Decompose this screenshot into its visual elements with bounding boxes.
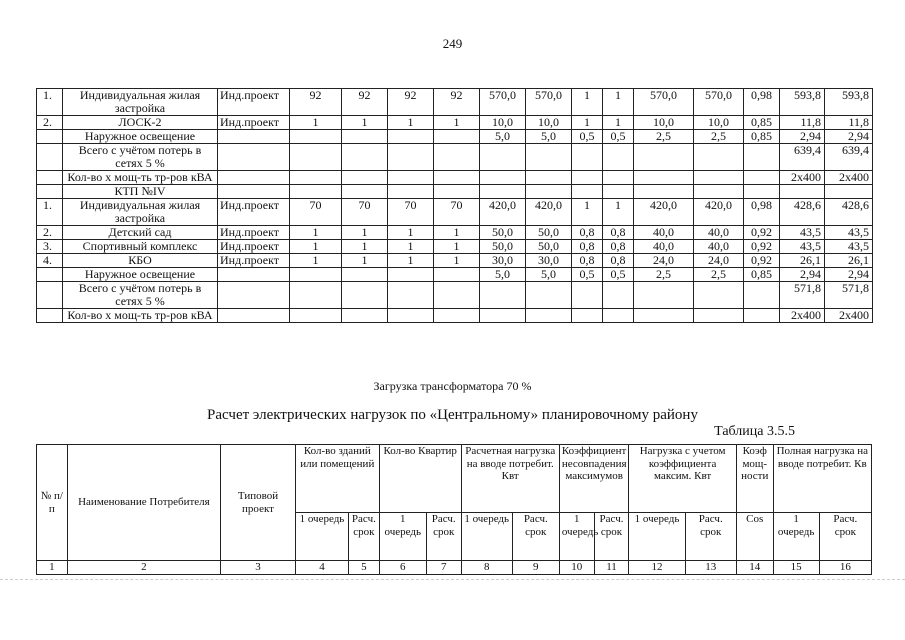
table-cell: 26,1 (825, 254, 873, 268)
table-cell: 2. (37, 226, 63, 240)
table-cell: 0,85 (744, 268, 780, 282)
table-cell (526, 144, 572, 171)
table-cell (218, 185, 290, 199)
column-index-cell: 1 (37, 561, 68, 575)
table-cell: 593,8 (780, 89, 825, 116)
table-cell (825, 185, 873, 199)
table-row (37, 282, 873, 309)
table-cell: 43,5 (780, 226, 825, 240)
table-cell (526, 309, 572, 323)
table-cell: 0,98 (744, 89, 780, 116)
table-row (37, 254, 873, 268)
table-cell: 571,8 (825, 282, 873, 309)
table-cell: 420,0 (480, 199, 526, 226)
table-cell (694, 171, 744, 185)
table-cell: 1 (290, 254, 342, 268)
table-cell (434, 171, 480, 185)
table-cell: 1 (434, 254, 480, 268)
column-index-cell: 15 (773, 561, 819, 575)
table-cell (342, 185, 388, 199)
header-power-factor: Коэф мощ-ности (736, 445, 773, 513)
table-cell: 70 (290, 199, 342, 226)
column-index-cell: 7 (426, 561, 461, 575)
table-cell (388, 185, 434, 199)
sub-queue1: 1 очередь (559, 513, 594, 561)
table-cell: 0,85 (744, 116, 780, 130)
table-cell: 0,5 (603, 130, 634, 144)
table-cell: 24,0 (634, 254, 694, 268)
table-cell: 92 (388, 89, 434, 116)
table-cell: 1 (388, 254, 434, 268)
column-index-cell: 14 (736, 561, 773, 575)
table-cell: 92 (342, 89, 388, 116)
table-cell: 0,92 (744, 226, 780, 240)
table-cell: Инд.проект (218, 226, 290, 240)
transformer-load-note: Загрузка трансформатора 70 % (373, 379, 532, 393)
sub-queue1: 1 очередь (629, 513, 685, 561)
table-cell: 40,0 (694, 226, 744, 240)
table-cell: 2,94 (780, 130, 825, 144)
table-cell: 2х400 (825, 171, 873, 185)
table-cell (694, 282, 744, 309)
table-cell (342, 268, 388, 282)
table-cell: 92 (290, 89, 342, 116)
table-cell: 1 (603, 199, 634, 226)
table-cell: 10,0 (694, 116, 744, 130)
table-cell: 2,94 (825, 268, 873, 282)
table-cell (37, 130, 63, 144)
table-cell: 10,0 (634, 116, 694, 130)
table-cell (603, 282, 634, 309)
table-cell: 2,5 (634, 130, 694, 144)
table-cell (480, 171, 526, 185)
table-cell: 1 (572, 116, 603, 130)
sub-calc-term: Расч. срок (819, 513, 871, 561)
table-cell: 1 (603, 116, 634, 130)
table-cell (634, 309, 694, 323)
table-cell: 1 (388, 240, 434, 254)
table-row (37, 144, 873, 171)
table-cell: Детский сад (63, 226, 218, 240)
table-cell (218, 130, 290, 144)
table-cell: 10,0 (526, 116, 572, 130)
table-cell: 1 (388, 226, 434, 240)
column-index-cell: 6 (379, 561, 426, 575)
header-number: № п/п (37, 445, 68, 561)
table-cell (434, 144, 480, 171)
table-cell: 2,5 (634, 268, 694, 282)
table-cell: 1 (388, 116, 434, 130)
load-table-continued (36, 88, 873, 323)
sub-queue1: 1 очередь (773, 513, 819, 561)
table-cell (342, 130, 388, 144)
table-row (37, 171, 873, 185)
table-cell (572, 185, 603, 199)
table-cell: 1. (37, 89, 63, 116)
table-cell (218, 282, 290, 309)
table-cell: 2,94 (825, 130, 873, 144)
table-cell: Всего с учётом потерь в сетях 5 % (63, 144, 218, 171)
table-cell: 5,0 (480, 130, 526, 144)
table-cell (388, 309, 434, 323)
table-cell (434, 309, 480, 323)
table-cell: 70 (388, 199, 434, 226)
table-cell: 0,5 (572, 130, 603, 144)
table-cell (290, 282, 342, 309)
table-cell: 0,92 (744, 240, 780, 254)
table-cell (694, 309, 744, 323)
table-cell (37, 268, 63, 282)
table-cell (37, 144, 63, 171)
table-cell (434, 268, 480, 282)
header-consumer-name: Наименование Потребителя (67, 445, 220, 561)
table-cell: 570,0 (526, 89, 572, 116)
table-cell: Инд.проект (218, 199, 290, 226)
table-cell: 92 (434, 89, 480, 116)
table-row (37, 130, 873, 144)
column-index-cell: 16 (819, 561, 871, 575)
table-cell (480, 185, 526, 199)
table-cell: 0,98 (744, 199, 780, 226)
header-buildings-count: Кол-во зданий или помещений (295, 445, 379, 513)
table-cell: Инд.проект (218, 254, 290, 268)
table-cell (342, 171, 388, 185)
table-cell: 0,8 (603, 254, 634, 268)
table-cell: 570,0 (480, 89, 526, 116)
sub-cos: Cos (736, 513, 773, 561)
table-cell: 10,0 (480, 116, 526, 130)
table-cell (744, 171, 780, 185)
column-index-cell: 11 (594, 561, 629, 575)
table-cell: 50,0 (480, 226, 526, 240)
column-index-cell: 4 (295, 561, 348, 575)
table-cell: 70 (342, 199, 388, 226)
table-cell (780, 185, 825, 199)
table-cell (218, 268, 290, 282)
table-cell: 0,8 (572, 226, 603, 240)
table-cell: 30,0 (526, 254, 572, 268)
table-cell (37, 282, 63, 309)
table-cell: 40,0 (634, 240, 694, 254)
table-cell: 2. (37, 116, 63, 130)
table-cell (290, 171, 342, 185)
page-edge-divider (0, 579, 905, 580)
table-cell (342, 282, 388, 309)
sub-calc-term: Расч. срок (594, 513, 629, 561)
page-number: 249 (442, 36, 463, 51)
table-cell: 11,8 (780, 116, 825, 130)
table-row (37, 240, 873, 254)
header-full-load: Полная нагрузка на вводе потребит. Кв (773, 445, 871, 513)
table-cell: 0,5 (603, 268, 634, 282)
table-cell (744, 309, 780, 323)
table-cell: 2,5 (694, 130, 744, 144)
table-cell: 11,8 (825, 116, 873, 130)
table-cell (388, 144, 434, 171)
table-cell: 4. (37, 254, 63, 268)
table-cell: 50,0 (480, 240, 526, 254)
table-cell: 1 (342, 254, 388, 268)
column-index-cell: 13 (685, 561, 736, 575)
table-cell: 43,5 (825, 226, 873, 240)
table-cell (290, 309, 342, 323)
table-cell: Кол-во х мощ-ть тр-ров кВА (63, 309, 218, 323)
table-cell (634, 185, 694, 199)
table-cell: 420,0 (526, 199, 572, 226)
table-cell: 50,0 (526, 240, 572, 254)
table-cell: 571,8 (780, 282, 825, 309)
table-row (37, 309, 873, 323)
table-cell (572, 309, 603, 323)
table-cell: 0,85 (744, 130, 780, 144)
table-row (37, 226, 873, 240)
table-row (37, 116, 873, 130)
table-cell: 5,0 (526, 130, 572, 144)
table-cell (37, 171, 63, 185)
table-cell: 570,0 (634, 89, 694, 116)
table-cell (480, 144, 526, 171)
table-cell (744, 282, 780, 309)
table-cell (603, 185, 634, 199)
table-cell: 1 (290, 116, 342, 130)
table-cell (572, 144, 603, 171)
table-cell: 639,4 (780, 144, 825, 171)
table-cell: 1 (290, 240, 342, 254)
table-cell (480, 282, 526, 309)
table-cell: 639,4 (825, 144, 873, 171)
table-cell: 40,0 (694, 240, 744, 254)
table-cell: Инд.проект (218, 116, 290, 130)
sub-queue1: 1 очередь (295, 513, 348, 561)
table-cell: 2,5 (694, 268, 744, 282)
column-index-cell: 3 (221, 561, 296, 575)
table-cell (290, 144, 342, 171)
sub-calc-term: Расч. срок (426, 513, 461, 561)
table-cell: 420,0 (694, 199, 744, 226)
sub-queue1: 1 очередь (461, 513, 512, 561)
table-cell: 3. (37, 240, 63, 254)
sub-calc-term: Расч. срок (349, 513, 380, 561)
table-cell: 1 (342, 240, 388, 254)
table-number: Таблица 3.5.5 (714, 424, 795, 439)
table-cell (634, 282, 694, 309)
table-cell (603, 309, 634, 323)
table-cell: 40,0 (634, 226, 694, 240)
table-cell (434, 185, 480, 199)
table-cell: 2х400 (825, 309, 873, 323)
table-cell (342, 144, 388, 171)
table-cell (388, 171, 434, 185)
table-cell: 2х400 (780, 171, 825, 185)
column-index-cell: 5 (349, 561, 380, 575)
table-cell (218, 144, 290, 171)
table-cell: 5,0 (480, 268, 526, 282)
table-cell: 26,1 (780, 254, 825, 268)
table-cell (388, 130, 434, 144)
table-cell (744, 185, 780, 199)
table-cell: 428,6 (780, 199, 825, 226)
load-table-header (36, 444, 872, 575)
table-cell: 1 (434, 240, 480, 254)
table-cell (694, 185, 744, 199)
table-cell: Инд.проект (218, 240, 290, 254)
table-row (37, 268, 873, 282)
table-cell (526, 185, 572, 199)
table-row (37, 199, 873, 226)
table-cell: 50,0 (526, 226, 572, 240)
column-index-cell: 12 (629, 561, 685, 575)
table-cell (572, 282, 603, 309)
table-cell: 0,8 (603, 226, 634, 240)
table-cell: КБО (63, 254, 218, 268)
table-title: Расчет электрических нагрузок по «Центральному» планировочному району (207, 407, 698, 423)
header-calc-load: Расчетная нагрузка на вводе потребит. Квт (461, 445, 559, 513)
table-cell: 24,0 (694, 254, 744, 268)
table-cell: 420,0 (634, 199, 694, 226)
table-cell: 0,92 (744, 254, 780, 268)
table-cell: 70 (434, 199, 480, 226)
table-cell: КТП №IV (63, 185, 218, 199)
table-cell (603, 144, 634, 171)
table-cell: 1 (434, 226, 480, 240)
table-cell: 0,8 (572, 240, 603, 254)
column-index-cell: 2 (67, 561, 220, 575)
table-cell: Всего с учётом потерь в сетях 5 % (63, 282, 218, 309)
table-cell (218, 309, 290, 323)
table-cell (290, 130, 342, 144)
table-cell (480, 309, 526, 323)
table-cell (434, 130, 480, 144)
header-mismatch-coef: Коэффициент несовпадения максимумов (559, 445, 629, 513)
column-index-cell: 9 (512, 561, 559, 575)
table-cell: 1 (434, 116, 480, 130)
table-cell (388, 282, 434, 309)
table-cell: Наружное освещение (63, 268, 218, 282)
table-cell: 0,8 (572, 254, 603, 268)
table-cell (290, 185, 342, 199)
table-cell: 1 (342, 226, 388, 240)
table-cell: 570,0 (694, 89, 744, 116)
table-cell (634, 171, 694, 185)
table-cell: Кол-во х мощ-ть тр-ров кВА (63, 171, 218, 185)
table-cell: 30,0 (480, 254, 526, 268)
table-cell (388, 268, 434, 282)
table-cell (572, 171, 603, 185)
table-cell (290, 268, 342, 282)
table-cell: 428,6 (825, 199, 873, 226)
table-cell (526, 171, 572, 185)
table-cell: 0,8 (603, 240, 634, 254)
table-row (37, 89, 873, 116)
table-cell: 593,8 (825, 89, 873, 116)
table-cell (218, 171, 290, 185)
table-row (37, 185, 873, 199)
table-cell: 1 (572, 89, 603, 116)
table-cell: Инд.проект (218, 89, 290, 116)
table-cell: Индивидуальная жилая застройка (63, 199, 218, 226)
table-cell (603, 171, 634, 185)
table-cell: 0,5 (572, 268, 603, 282)
table-cell: 43,5 (780, 240, 825, 254)
table-cell (634, 144, 694, 171)
header-flats-count: Кол-во Квартир (379, 445, 461, 513)
column-index-cell: 10 (559, 561, 594, 575)
table-cell: 43,5 (825, 240, 873, 254)
table-cell: Индивидуальная жилая застройка (63, 89, 218, 116)
table-cell (694, 144, 744, 171)
table-cell: 1. (37, 199, 63, 226)
table-cell: ЛОСК-2 (63, 116, 218, 130)
table-cell (526, 282, 572, 309)
sub-calc-term: Расч. срок (685, 513, 736, 561)
header-project-type: Типовой проект (221, 445, 296, 561)
table-cell: 1 (572, 199, 603, 226)
table-cell: 5,0 (526, 268, 572, 282)
sub-queue1: 1 очередь (379, 513, 426, 561)
column-index-cell: 8 (461, 561, 512, 575)
table-cell: Спортивный комплекс (63, 240, 218, 254)
table-cell (342, 309, 388, 323)
table-cell: 1 (342, 116, 388, 130)
table-cell (434, 282, 480, 309)
table-cell (37, 185, 63, 199)
table-cell: 2х400 (780, 309, 825, 323)
header-load-with-coef: Нагрузка с учетом коэффициента максим. Квт (629, 445, 736, 513)
table-cell: Наружное освещение (63, 130, 218, 144)
table-cell: 1 (603, 89, 634, 116)
table-cell: 2,94 (780, 268, 825, 282)
table-cell (37, 309, 63, 323)
table-cell (744, 144, 780, 171)
sub-calc-term: Расч. срок (512, 513, 559, 561)
table-cell: 1 (290, 226, 342, 240)
